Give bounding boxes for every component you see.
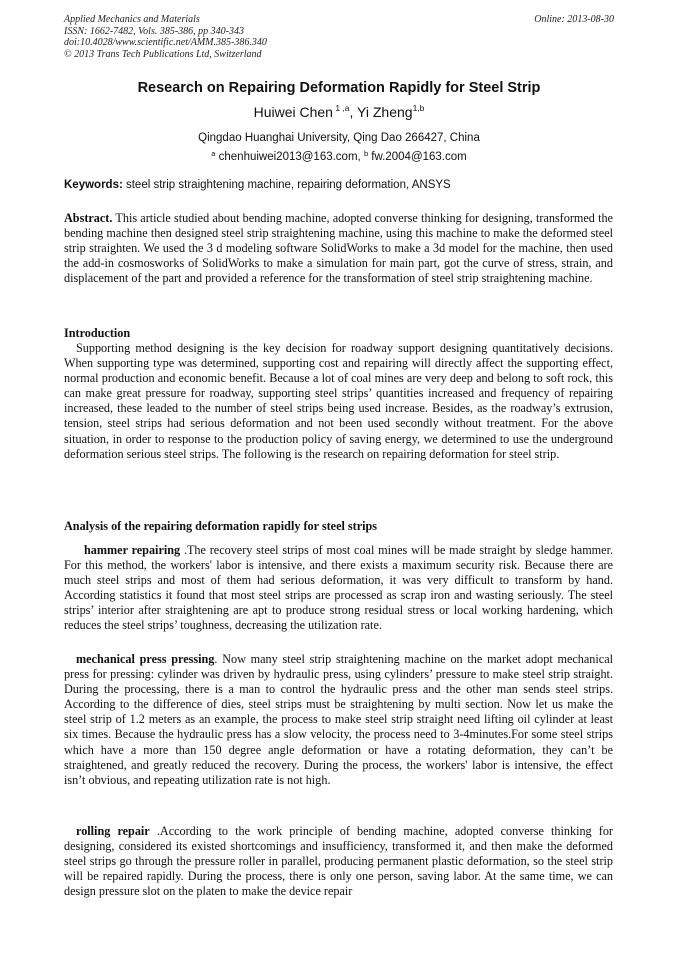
abstract-text: This article studied about bending machine, adopted converse thinking for designing, transformed the bending machine then designed steel strip straightening machine, using this machine to make the deformed steel strip straighten. We used the 3 d modeling software SolidWorks to make a 3d model for the machine, then used the add-in cosmosworks of SolidWorks to make a simulation for main part, got the curve of stress, strain, and displacement of the part and provided a reference for the transformation of steel strip straightening machine. — [64, 211, 613, 286]
author-affiliation-mark: 1 ,a — [332, 103, 350, 113]
journal-name: Applied Mechanics and Materials — [64, 14, 200, 25]
section-heading: Introduction — [64, 326, 131, 340]
paragraph-text: . Now many steel strip straightening machine on the market adopt mechanical press for pressing: cylinder was driven by hydraulic press, using cylinders’ pressure to make steel strip straight. During the processing, there is a man to control the hydraulic press and the other man sends steel strips. According to the difference of dies, steel strips must be straightening by multi section. Now let us make the steel strip of 1.2 meters as an example, the process to make steel strip straight need lifting oil cylinder at least six times. Because the hydraulic press has a slow velocity, the process need to 3-4minutes.For some steel strips which have a more than 150 degree angle deformation or have a rotating deformation, they can’t be straightened, and greatly reduced the recovery. During the process, the workers' labor is intensive, the effect isn’t obvious, and repeating utilization rate is not high. — [64, 652, 613, 787]
email-address: fw.2004@163.com — [368, 151, 467, 163]
author-separator: , — [349, 104, 358, 120]
section-heading: Analysis of the repairing deformation rapidly for steel strips — [64, 519, 378, 533]
rolling-repair-paragraph — [64, 824, 613, 899]
email-address: chenhuiwei2013@163.com, — [215, 151, 364, 163]
author-affiliation-mark: 1,b — [412, 103, 425, 113]
abstract-paragraph — [64, 211, 613, 286]
paper-title: Research on Repairing Deformation Rapidly for Steel Strip — [137, 80, 541, 96]
introduction-paragraph: Supporting method designing is the key decision for roadway support designing quantitatively decisions. When supporting type was determined, supporting cost and repairing will directly affect the supporting effect, normal production and economic benefit. Because a lot of coal mines are very deep and belong to soft rock, this can make great pressure for roadway, supporting steel strips’ quantities increased and frequency of repairing increased, these leaded to the number of steel strips being used increase. Besides, as the roadway’s extrusion, tension, steel strips had serious deformation and not been used secondly without treatment. For the above situation, in order to response to the production policy of saving energy, we determined to use the underground deformation serious steel strips. The following is the research on repairing deformation for steel strip. — [64, 341, 613, 461]
email-mark: a — [211, 149, 216, 158]
institution-line: Qingdao Huanghai University, Qing Dao 266427, China — [198, 132, 480, 144]
paragraph-lead: rolling repair — [76, 824, 150, 838]
email-line — [0, 146, 678, 165]
doi-line: doi:10.4028/www.scientific.net/AMM.385-386.340 — [64, 37, 267, 48]
mechanical-press-paragraph — [64, 652, 613, 788]
affiliation-block — [0, 131, 678, 165]
author-name: Huiwei Chen — [253, 104, 333, 120]
keywords-text: steel strip straightening machine, repairing deformation, ANSYS — [122, 179, 451, 191]
keywords-label: Keywords: — [64, 179, 123, 191]
paragraph-lead: mechanical press pressing — [76, 652, 215, 666]
author-line — [0, 103, 678, 120]
keywords-line — [64, 179, 451, 191]
issn-line: ISSN: 1662-7482, Vols. 385-386, pp 340-343 — [64, 25, 244, 37]
abstract-label: Abstract. — [64, 211, 113, 225]
online-date: Online: 2013-08-30 — [534, 14, 614, 25]
author-name: Yi Zheng — [357, 104, 413, 120]
paragraph-lead: hammer repairing — [84, 543, 181, 557]
journal-meta — [64, 14, 267, 60]
copyright-line: © 2013 Trans Tech Publications Ltd, Switzerland — [64, 48, 262, 60]
email-mark: b — [363, 149, 369, 158]
hammer-repairing-paragraph — [64, 543, 613, 634]
paragraph-text: .The recovery steel strips of most coal mines will be made straight by sledge hammer. For this method, the workers' labor is intensive, and there exists a maximum security risk. Because there are much steel strips and most of them had serious deformation, it was very difficult to transform by hand. According statistics it found that most steel strips are processed as scrap iron and wasting seriously. The steel strips’ interior after straightening are apt to produce strong residual stress or local working hardening, which reduces the steel strips’ toughness, decreasing the utilization rate. — [64, 543, 613, 633]
paragraph-text: .According to the work principle of bending machine, adopted converse thinking for designing, considered its existed shortcomings and insufficiency, transformed it, and then make the deformed steel strips go through the pressure roller in parallel, producing permanent plastic deformation, so the steel strip will be repaired rapidly. During the process, there is only one person, saving labor. At the same time, we can design pressure slot on the platen to make the device repair — [64, 824, 613, 899]
